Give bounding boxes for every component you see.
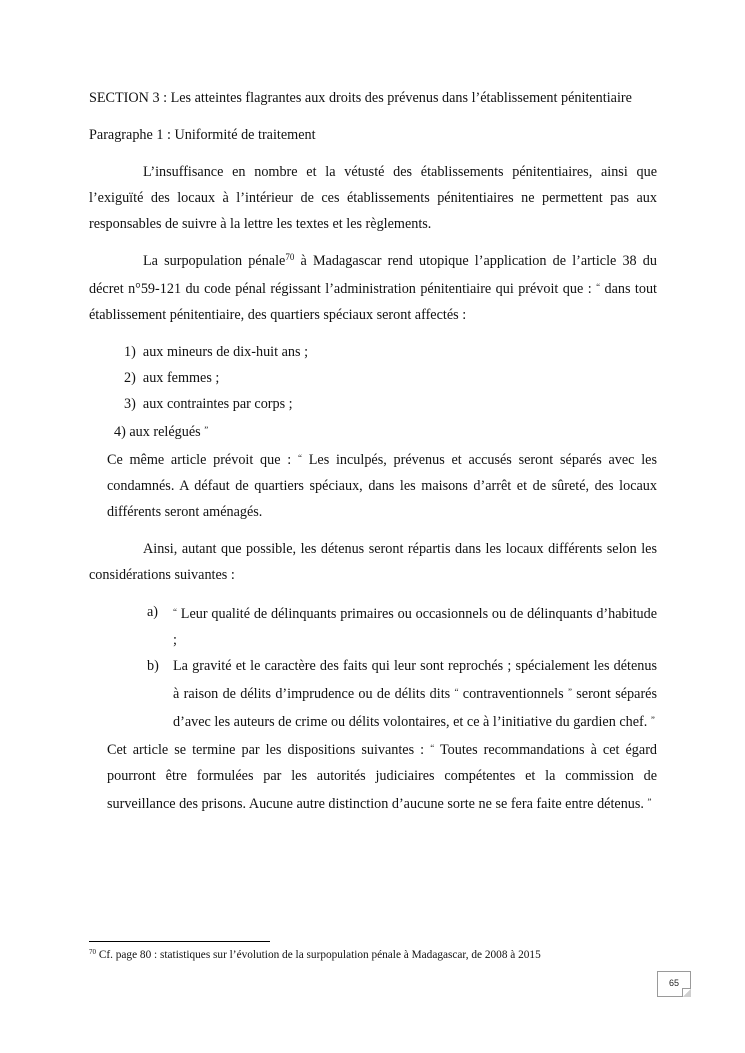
paragraph-2: La surpopulation pénale$^{70}$ à Madagascar rend utopique l’application de l’article 38 du décret n°59-121 du code pénal régissant l’administration pénitentiaire qui prévoit que : “ dans tout établissement pénitentiaire, des quartiers spéciaux seront affectés : bbox=[89, 252, 657, 323]
paragraph-1: L’insuffisance en nombre et la vétusté des établissements pénitentiaires, ainsi que l’exiguïté des locaux à l’intérieur de ces établissements pénitentiaires ne permettent pas aux responsables de suivre à la lettre les textes et les règlements. bbox=[89, 164, 657, 232]
list-item: 1) aux mineurs de dix-huit ans ; bbox=[124, 344, 309, 360]
paragraph-3: Ce même article prévoit que : “ Les inculpés, prévenus et accusés seront séparés avec les condamnés. A défaut de quartiers spéciaux, dans les maisons d’arrêt et de sûreté, des locaux différents seront aménagés. bbox=[107, 452, 657, 520]
footnote-separator bbox=[89, 941, 270, 942]
list-item: 2) aux femmes ; bbox=[124, 370, 220, 386]
section-heading: SECTION 3 : Les atteintes flagrantes aux droits des prévenus dans l’établissement pénitentiaire bbox=[89, 90, 632, 106]
footnote: $^{70}$ Cf. page 80 : statistiques sur l’évolution de la surpopulation pénale à Madagascar, de 2008 à 2015 bbox=[89, 948, 541, 961]
paragraph-heading: Paragraphe 1 : Uniformité de traitement bbox=[89, 127, 316, 143]
page-number: 65 bbox=[657, 971, 691, 997]
list-item-a: a) “ Leur qualité de délinquants primaires ou occasionnels ou de délinquants d’habitude ; bbox=[147, 604, 657, 648]
paragraph-5: Cet article se termine par les dispositions suivantes : “ Toutes recommandations à cet égard pourront être formulées par les autorités judiciaires compétentes et la commission de surveillance des prisons. Aucune autre distinction d’aucune sorte ne se fera faite entre détenus. ” bbox=[107, 742, 658, 812]
paragraph-4: Ainsi, autant que possible, les détenus seront répartis dans les locaux différents selon les considérations suivantes : bbox=[89, 541, 657, 583]
lettered-list bbox=[89, 599, 657, 735]
list-item: 3) aux contraintes par corps ; bbox=[124, 396, 293, 412]
list-item-b: b) La gravité et le caractère des faits qui leur sont reprochés ; spécialement les détenus à raison de délits d’imprudence ou de délits dits “ contraventionnels ” seront séparés d’avec les auteurs de crime ou délits volontaires, et ce à l’initiative du gardien chef. ” bbox=[147, 658, 657, 730]
list-item: 4) aux relégués ” bbox=[114, 424, 209, 440]
document-body bbox=[89, 85, 657, 817]
numbered-list bbox=[89, 339, 657, 445]
footnote-ref[interactable]: 70 bbox=[285, 252, 295, 262]
